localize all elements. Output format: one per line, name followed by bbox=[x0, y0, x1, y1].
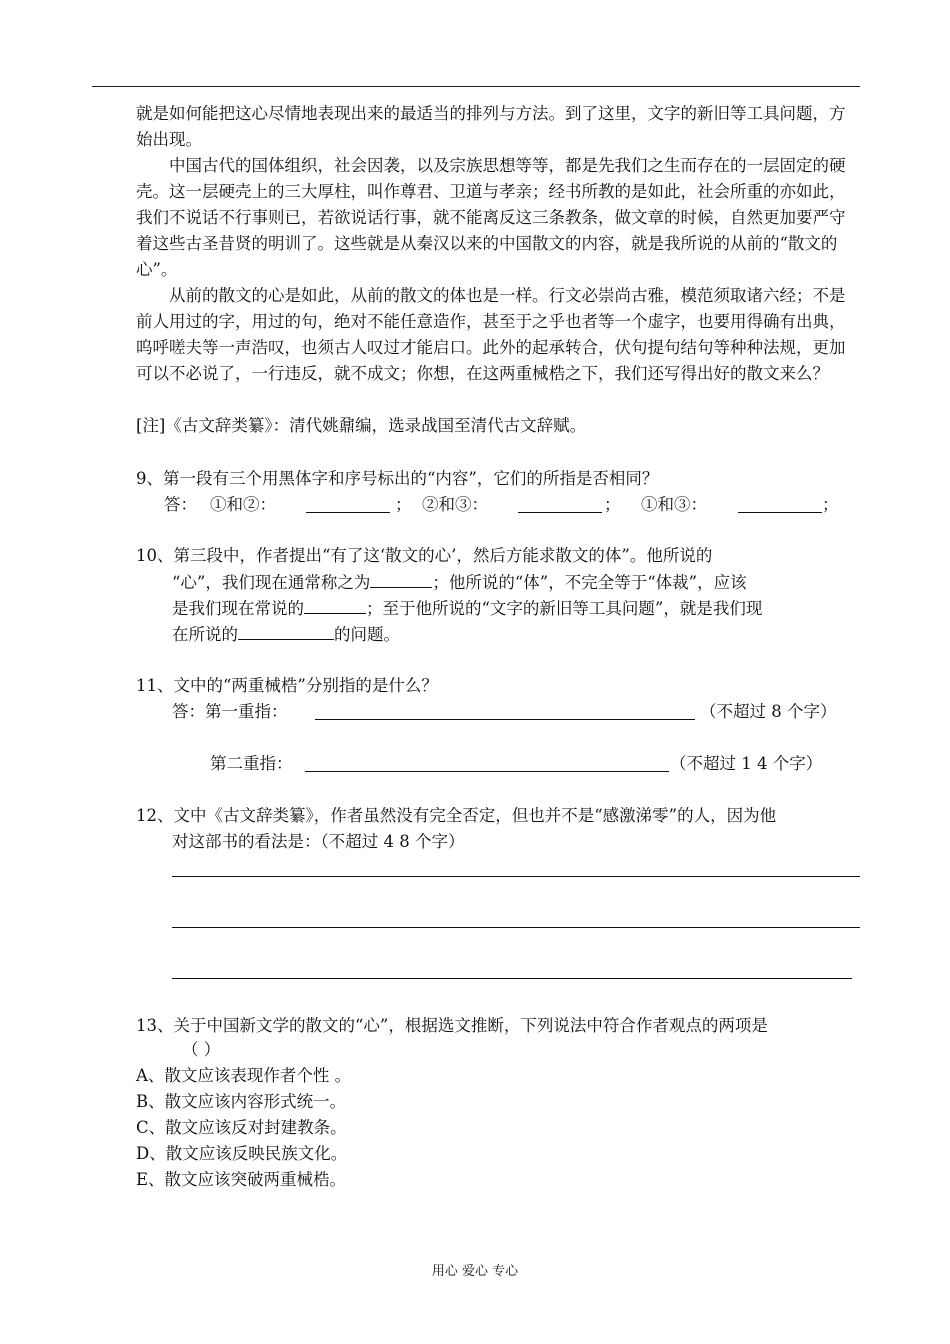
q9-sep-2: ； bbox=[604, 495, 621, 514]
q10-line-3 bbox=[172, 595, 762, 622]
q12-answer-line-3[interactable] bbox=[172, 978, 852, 979]
q11-second-answer-line[interactable] bbox=[305, 771, 669, 772]
q13-option-e: E、散文应该突破两重械梏。 bbox=[136, 1170, 347, 1189]
q9-blank-1[interactable] bbox=[306, 512, 390, 513]
q10-line-2-a: “心”，我们现在通常称之为 bbox=[172, 573, 371, 592]
q9-pair2-label: ②和③： bbox=[422, 495, 488, 514]
q10-blank-1[interactable] bbox=[370, 569, 432, 588]
passage-paragraph-2: 中国古代的国体组织，社会因袭，以及宗族思想等等，都是先我们之生而存在的一层固定的硬壳。这一层硬壳上的三大厚柱，叫作尊君、卫道与孝亲；经书所教的是如此，社会所重的亦如此，我们不说话不行事则已，若欲说话行事，就不能离反这三条教条，做文章的时候，自然更加要严守着这些古圣昔贤的明训了。这些就是从秦汉以来的中国散文的内容，就是我所说的从前的“散文的心”。 bbox=[136, 156, 846, 279]
page-footer: 用心 爱心 专心 bbox=[431, 1264, 519, 1279]
q13-option-d: D、散文应该反映民族文化。 bbox=[136, 1144, 348, 1163]
q9-pair3-label: ①和③： bbox=[641, 495, 707, 514]
q13-option-c: C、散文应该反对封建教条。 bbox=[136, 1118, 347, 1137]
q11-first-limit: （不超过 8 个字） bbox=[700, 702, 837, 721]
q13-option-b: B、散文应该内容形式统一。 bbox=[136, 1092, 347, 1111]
q11-second-limit: （不超过 1 4 个字） bbox=[670, 754, 823, 773]
passage-paragraph-3: 从前的散文的心是如此，从前的散文的体也是一样。行文必崇尚古雅，模范须取诸六经；不是前人用过的字，用过的句，绝对不能任意造作，甚至于之乎也者等一个虚字，也要用得确有出典，呜呼嗟夫等一声浩叹，也须古人叹过才能启口。此外的起承转合，伏句提句结句等种种法规，更加可以不必说了，一行违反，就不成文；你想，在这两重械梏之下，我们还写得出好的散文来么？ bbox=[136, 286, 846, 383]
q9-blank-3[interactable] bbox=[738, 512, 822, 513]
passage-paragraph-1: 就是如何能把这心尽情地表现出来的最适当的排列与方法。到了这里，文字的新旧等工具问题，方始出现。 bbox=[136, 104, 846, 149]
q9-sep-3: ； bbox=[822, 495, 839, 514]
q10-line-4-b: 的问题。 bbox=[334, 625, 400, 644]
q10-blank-3[interactable] bbox=[238, 621, 334, 640]
q10-line-2-b: ；他所说的“体”，不完全等于“体裁”，应该 bbox=[432, 573, 747, 592]
q10-line-4 bbox=[172, 621, 400, 648]
q10-blank-2[interactable] bbox=[304, 595, 366, 614]
passage-note: [注]《古文辞类纂》：清代姚鼐编，选录战国至清代古文辞赋。 bbox=[136, 416, 587, 435]
q11-second-label: 第二重指： bbox=[210, 754, 293, 773]
q13-option-a: A、散文应该表现作者个性 。 bbox=[136, 1066, 352, 1085]
q12-answer-line-1[interactable] bbox=[172, 876, 860, 877]
q12-line-2: 对这部书的看法是：（不超过 4 8 个字） bbox=[172, 832, 465, 851]
q9-blank-2[interactable] bbox=[518, 512, 602, 513]
q11-first-answer-line[interactable] bbox=[315, 719, 695, 720]
q12-answer-line-2[interactable] bbox=[172, 927, 860, 928]
q11-stem: 11、文中的“两重械梏”分别指的是什么？ bbox=[136, 676, 438, 695]
q9-stem: 9、第一段有三个用黑体字和序号标出的“内容”，它们的所指是否相同？ bbox=[136, 469, 659, 488]
q12-line-1: 12、文中《古文辞类纂》，作者虽然没有完全否定，但也并不是“感激涕零”的人，因为他 bbox=[136, 806, 777, 825]
q13-stem: 13、关于中国新文学的散文的“心”，根据选文推断，下列说法中符合作者观点的两项是 bbox=[136, 1016, 768, 1035]
q10-line-3-a: 是我们现在常说的 bbox=[172, 599, 304, 618]
q10-line-1: 10、第三段中，作者提出“有了这‘散文的心’，然后方能求散文的体”。他所说的 bbox=[136, 546, 713, 565]
q10-line-4-a: 在所说的 bbox=[172, 625, 238, 644]
q10-line-3-b: ；至于他所说的“文字的新旧等工具问题”，就是我们现 bbox=[366, 599, 763, 618]
q9-sep-1: ； bbox=[395, 495, 412, 514]
q9-answer-prefix: 答： bbox=[164, 495, 197, 514]
header-rule bbox=[92, 86, 860, 87]
q9-pair1-label: ①和②： bbox=[210, 495, 276, 514]
q10-line-2 bbox=[172, 569, 747, 596]
q13-answer-paren[interactable]: （ ） bbox=[182, 1040, 221, 1059]
q11-first-label: 答：第一重指： bbox=[172, 702, 288, 721]
